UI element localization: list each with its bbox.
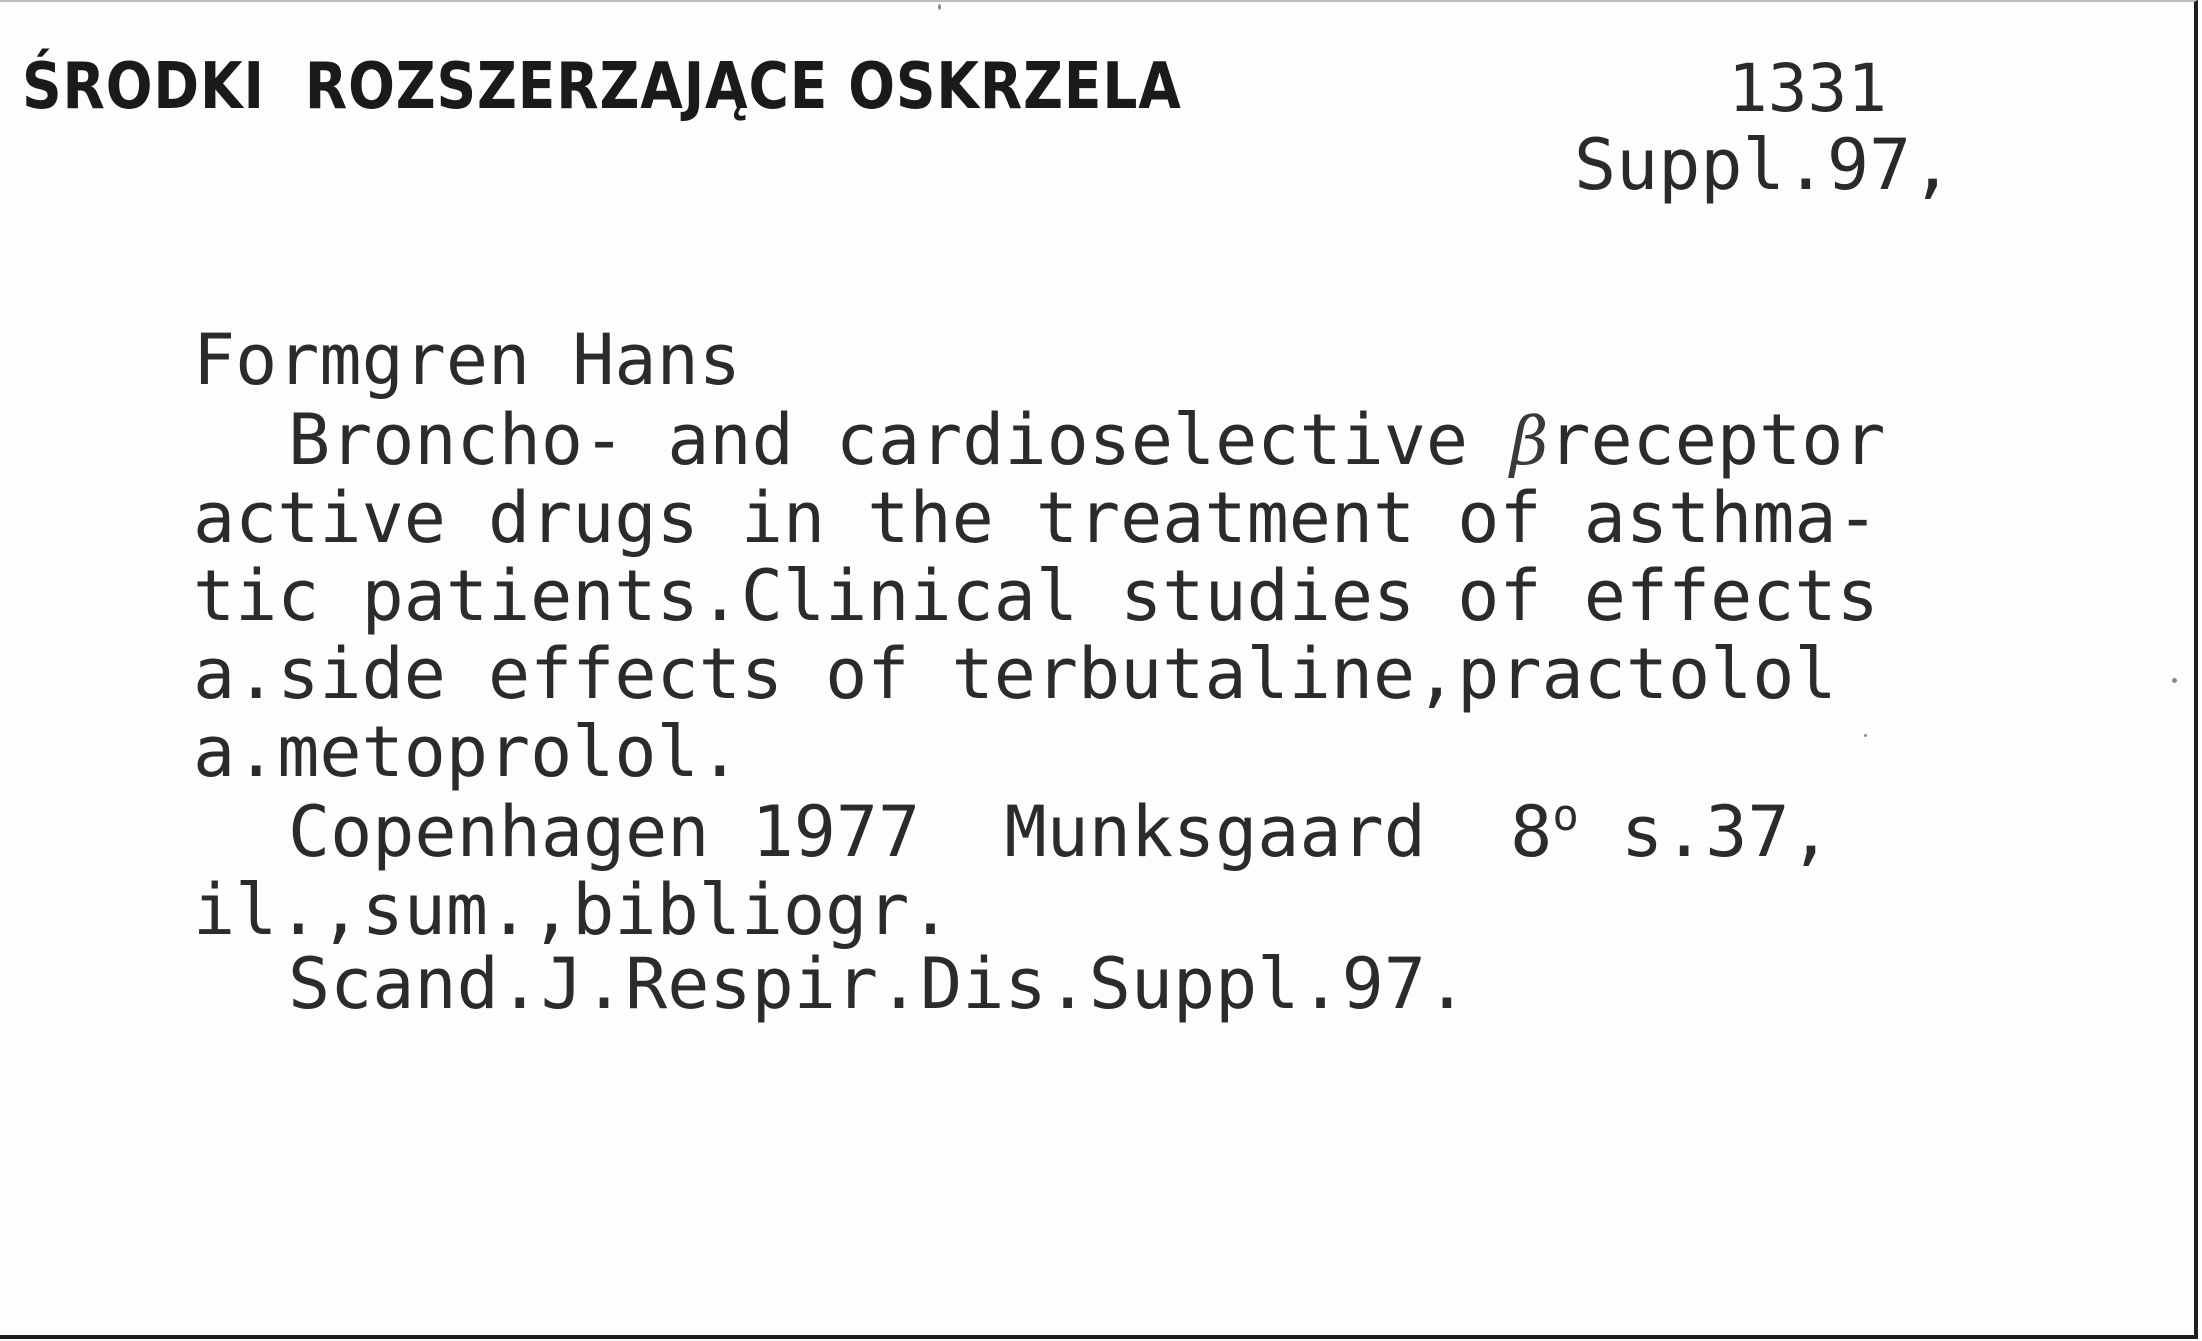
title-line-4: a.side effects of terbutaline,practolol	[193, 633, 1837, 715]
format-superscript: o	[1552, 790, 1579, 841]
ink-speck	[1864, 734, 1867, 737]
title-text-1a: Broncho- and cardioselective	[288, 399, 1511, 481]
title-line-5: a.metoprolol.	[193, 711, 741, 793]
ink-speck	[938, 4, 941, 10]
call-number: 1331	[1728, 50, 1887, 127]
title-line-3: tic patients.Clinical studies of effects	[193, 555, 1879, 637]
author-name: Formgren Hans	[193, 319, 741, 401]
imprint-notes: il.,sum.,bibliogr.	[193, 869, 952, 951]
series-statement: Scand.J.Respir.Dis.Suppl.97.	[288, 943, 1469, 1025]
ink-speck	[2172, 678, 2177, 683]
title-text-1b: receptor	[1548, 399, 1886, 481]
subject-heading: ŚRODKI ROZSZERZAJĄCE OSKRZELA	[22, 50, 1182, 124]
title-line-1	[288, 400, 1885, 482]
imprint-place-year-publisher: Copenhagen 1977 Munksgaard 8	[288, 791, 1553, 873]
title-line-2: active drugs in the treatment of asthma-	[193, 477, 1879, 559]
supplement-number: Suppl.97,	[1574, 124, 1954, 206]
imprint-pages: s.37,	[1578, 791, 1832, 873]
beta-symbol: β	[1510, 403, 1549, 480]
